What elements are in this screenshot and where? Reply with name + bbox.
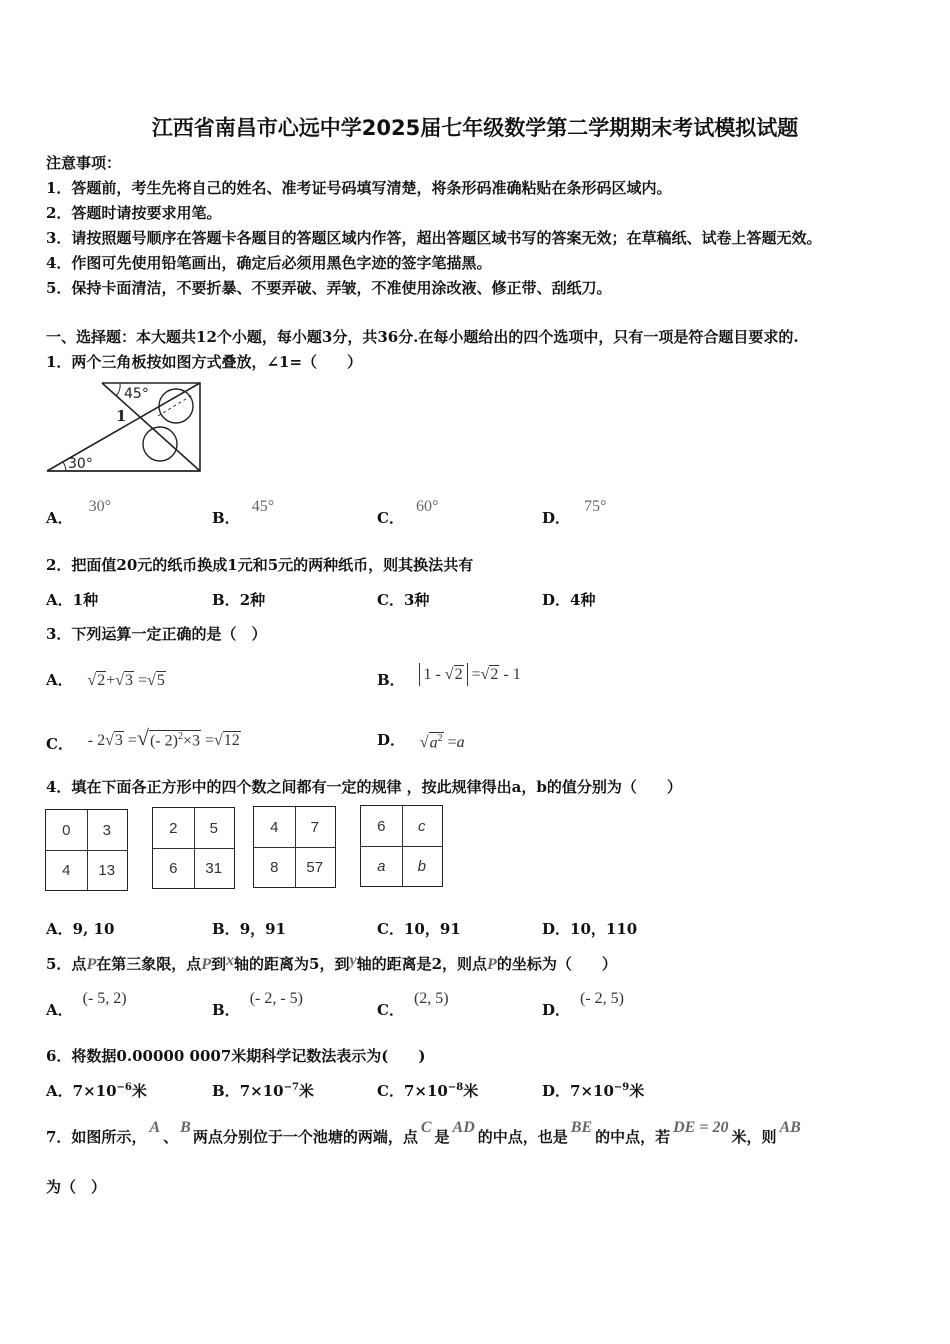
- equals-sign: =: [447, 734, 457, 751]
- q1-option-b[interactable]: [212, 498, 275, 528]
- q6-stem: 6．将数据0.00000 0007米期科学记数法表示为( ): [46, 1047, 426, 1065]
- radicand: 3: [125, 672, 134, 689]
- q3-option-b[interactable]: [377, 666, 521, 690]
- notice-item: 2．答题时请按要求用笔。: [46, 204, 222, 222]
- option-value: 9, 10: [72, 920, 115, 938]
- formula-part: 1 -: [423, 666, 445, 683]
- page-title: 江西省南昌市心远中学2025届七年级数学第二学期期末考试模拟试题: [151, 116, 799, 140]
- option-label: D．: [542, 1001, 571, 1019]
- option-label: B．: [212, 1001, 240, 1019]
- option-value: (- 2, 5): [580, 990, 624, 1007]
- stem-text: 轴的距离为5，到: [234, 955, 350, 973]
- option-label: A．: [46, 671, 73, 689]
- q4-option-b[interactable]: [212, 918, 286, 939]
- equals-sign: =: [204, 732, 214, 749]
- q6-option-d[interactable]: [542, 1080, 644, 1101]
- q6-option-b[interactable]: [212, 1080, 314, 1101]
- q5-option-c[interactable]: [377, 990, 449, 1020]
- formula-part: (- 2): [149, 732, 178, 749]
- q1-option-a[interactable]: [46, 498, 112, 528]
- stem-text: 米，则: [731, 1128, 777, 1146]
- option-value: 3种: [403, 591, 430, 609]
- angle-45-label: 45°: [124, 386, 149, 402]
- option-label: B．: [212, 1082, 240, 1100]
- grid-cell: b: [417, 857, 426, 875]
- grid-cell: 5: [209, 819, 218, 837]
- stem-text: 轴的距离是2，则点: [356, 955, 488, 973]
- option-exponent: −9: [613, 1082, 630, 1093]
- option-formula: √2+√3 =√5: [87, 672, 165, 689]
- option-value: 60°: [415, 498, 439, 515]
- option-base: 7×10: [239, 1082, 284, 1100]
- q5-option-a[interactable]: [46, 990, 127, 1020]
- formula-part: - 1: [499, 666, 521, 683]
- option-value: 1种: [72, 591, 99, 609]
- radicand: [429, 732, 444, 752]
- option-label: B．: [212, 591, 240, 609]
- notice-item: 4．作图可先使用铅笔画出，确定后必须用黑色字迹的签字笔描黑。: [46, 254, 492, 272]
- equals-sign: =: [127, 732, 137, 749]
- option-label: C．: [377, 1001, 404, 1019]
- option-unit: 米: [298, 1082, 314, 1100]
- q3-stem: 3．下列运算一定正确的是（ ）: [46, 625, 267, 643]
- stem-text: 两点分别位于一个池塘的两端，点: [192, 1128, 418, 1146]
- section-heading: 一、选择题：本大题共12个小题，每小题3分，共36分.在每小题给出的四个选项中，只有一项是符合题目要求的.: [46, 328, 799, 346]
- option-value: (- 2, - 5): [249, 990, 303, 1007]
- q6-option-a[interactable]: [46, 1080, 147, 1101]
- option-value: 9，91: [239, 920, 286, 938]
- grid-cell: 6: [377, 817, 386, 835]
- q7-stem-tail: 为（ ）: [46, 1178, 107, 1196]
- variable: a: [456, 734, 465, 751]
- q1-option-c[interactable]: [377, 498, 439, 528]
- option-label: B．: [212, 509, 240, 527]
- option-value: 10，110: [570, 920, 638, 938]
- q7-stem: [46, 1119, 804, 1147]
- option-exponent: −6: [116, 1082, 132, 1093]
- option-label: B．: [377, 671, 405, 689]
- option-value: (- 5, 2): [82, 990, 127, 1007]
- grid-cell: 4: [270, 818, 279, 836]
- grid-cell: 3: [102, 821, 111, 839]
- radicand: 2: [454, 666, 463, 683]
- option-base: 7×10: [570, 1082, 614, 1100]
- option-label: D．: [542, 920, 571, 938]
- variable: DE = 20: [673, 1119, 729, 1136]
- q4-stem: 4．填在下面各正方形中的四个数之间都有一定的规律 ，按此规律得出a，b的值分别为（ ）: [46, 778, 682, 796]
- q2-option-d[interactable]: [542, 589, 595, 610]
- notice-item: 1．答题前，考生先将自己的姓名、准考证号码填写清楚，将条形码准确粘贴在条形码区域内。: [46, 179, 672, 197]
- q6-option-c[interactable]: [377, 1080, 478, 1101]
- absolute-value: 1 - √2: [419, 663, 467, 686]
- option-exponent: −7: [283, 1082, 299, 1093]
- q5-option-b[interactable]: [212, 990, 303, 1020]
- variable: x: [226, 952, 235, 969]
- angle-30-label: 30°: [68, 456, 93, 472]
- grid-cell: c: [418, 817, 426, 835]
- grid-cell: 31: [205, 859, 223, 877]
- option-value: 10，91: [403, 920, 461, 938]
- variable: AD: [452, 1119, 475, 1136]
- option-label: D．: [377, 731, 406, 749]
- number-grid: [152, 807, 235, 889]
- variable: P: [86, 956, 97, 973]
- q5-stem: [46, 953, 617, 974]
- equals-sign: =: [138, 672, 148, 689]
- grid-cell: 7: [310, 818, 319, 836]
- grid-cell: 4: [62, 861, 71, 879]
- q3-option-d[interactable]: [377, 729, 465, 750]
- option-unit: 米: [629, 1082, 645, 1100]
- grid-cell: 13: [98, 861, 116, 879]
- formula-part: - 2: [87, 732, 106, 749]
- stem-text: 5．点: [46, 955, 87, 973]
- option-value: 75°: [584, 498, 607, 515]
- option-label: A．: [46, 509, 73, 527]
- variable: P: [201, 956, 212, 973]
- option-label: C．: [377, 509, 404, 527]
- q3-option-a[interactable]: [46, 669, 166, 690]
- option-value: 4种: [570, 591, 596, 609]
- number-grid: [360, 805, 443, 887]
- option-formula: - 2√3 =√(- 2)$^2$×3 =√12: [87, 725, 240, 750]
- q2-option-a[interactable]: [46, 589, 98, 610]
- q2-stem: 2．把面值20元的纸币换成1元和5元的两种纸币，则其换法共有: [46, 556, 474, 574]
- stem-text: 到: [211, 955, 227, 973]
- option-unit: 米: [131, 1082, 147, 1100]
- option-label: B．: [212, 920, 240, 938]
- variable: BE: [570, 1119, 593, 1136]
- option-label: C．: [377, 920, 404, 938]
- grid-cell: 57: [306, 858, 324, 876]
- variable: A: [149, 1119, 161, 1136]
- stem-text: 的中点，也是: [477, 1128, 568, 1146]
- q1-figure: [44, 380, 204, 476]
- exponent: 2: [437, 732, 443, 744]
- angle-1-label: 1: [116, 407, 127, 425]
- option-base: 7×10: [72, 1082, 117, 1100]
- grid-cell: 8: [270, 858, 279, 876]
- option-label: A．: [46, 1082, 73, 1100]
- formula-part: ×3: [182, 732, 200, 749]
- notice-item: 3．请按照题号顺序在答题卡各题目的答题区域内作答，超出答题区域书写的答案无效；在草稿纸、试卷上答题无效。: [46, 229, 822, 247]
- variable: AB: [779, 1119, 801, 1136]
- option-label: D．: [542, 509, 571, 527]
- option-label: C．: [377, 1082, 404, 1100]
- notice-item: 5．保持卡面清洁，不要折暴、不要弄破、弄皱，不准使用涂改液、修正带、刮纸刀。: [46, 279, 612, 297]
- option-label: C．: [46, 735, 73, 753]
- q3-option-c[interactable]: [46, 725, 241, 755]
- radicand: 12: [223, 732, 240, 749]
- stem-text: 7．如图所示，: [46, 1128, 147, 1146]
- option-value: (2, 5): [413, 990, 449, 1007]
- variable: C: [420, 1119, 432, 1136]
- q2-option-b[interactable]: [212, 589, 265, 610]
- q4-option-a[interactable]: [46, 918, 114, 939]
- q5-option-d[interactable]: [542, 990, 624, 1020]
- option-label: A．: [46, 1001, 73, 1019]
- grid-cell: a: [377, 857, 386, 875]
- stem-text: 、: [163, 1128, 179, 1146]
- radicand: 5: [156, 672, 165, 689]
- option-unit: 米: [463, 1082, 479, 1100]
- q2-option-c[interactable]: [377, 589, 429, 610]
- q1-stem: 1．两个三角板按如图方式叠放，∠1=（ ）: [46, 353, 363, 371]
- stem-text: 的坐标为（ ）: [496, 955, 617, 973]
- q4-option-d[interactable]: [542, 918, 637, 939]
- q1-option-d[interactable]: [542, 498, 607, 528]
- option-label: A．: [46, 920, 73, 938]
- radicand: 2: [490, 666, 499, 683]
- equals-sign: =: [471, 666, 481, 683]
- option-value: 45°: [251, 498, 275, 515]
- q4-option-c[interactable]: [377, 918, 461, 939]
- option-formula: $√a^2 =a$: [419, 732, 465, 751]
- option-formula: 1 - √2 =√2 - 1: [419, 666, 520, 683]
- exponent: 2: [177, 730, 183, 742]
- radicand: 2: [97, 672, 106, 689]
- variable: P: [487, 956, 497, 973]
- stem-text: 是: [434, 1128, 450, 1146]
- number-grid: [253, 806, 336, 888]
- plus-sign: +: [106, 672, 116, 689]
- option-value: 2种: [239, 591, 266, 609]
- variable: B: [180, 1119, 191, 1136]
- option-label: D．: [542, 591, 571, 609]
- option-value: 30°: [88, 498, 112, 515]
- radicand: 3: [114, 732, 123, 749]
- variable: y: [349, 952, 357, 969]
- option-base: 7×10: [403, 1082, 448, 1100]
- option-label: A．: [46, 591, 73, 609]
- variable: a: [429, 734, 438, 751]
- grid-cell: 0: [62, 821, 71, 839]
- radicand: [149, 730, 201, 750]
- option-label: D．: [542, 1082, 571, 1100]
- option-exponent: −8: [447, 1082, 464, 1093]
- grid-cell: 6: [169, 859, 178, 877]
- notice-heading: 注意事项：: [46, 154, 122, 172]
- stem-text: 在第三象限，点: [96, 955, 202, 973]
- stem-text: 的中点，若: [595, 1128, 671, 1146]
- number-grid: [45, 809, 128, 891]
- option-label: C．: [377, 591, 404, 609]
- grid-cell: 2: [169, 819, 178, 837]
